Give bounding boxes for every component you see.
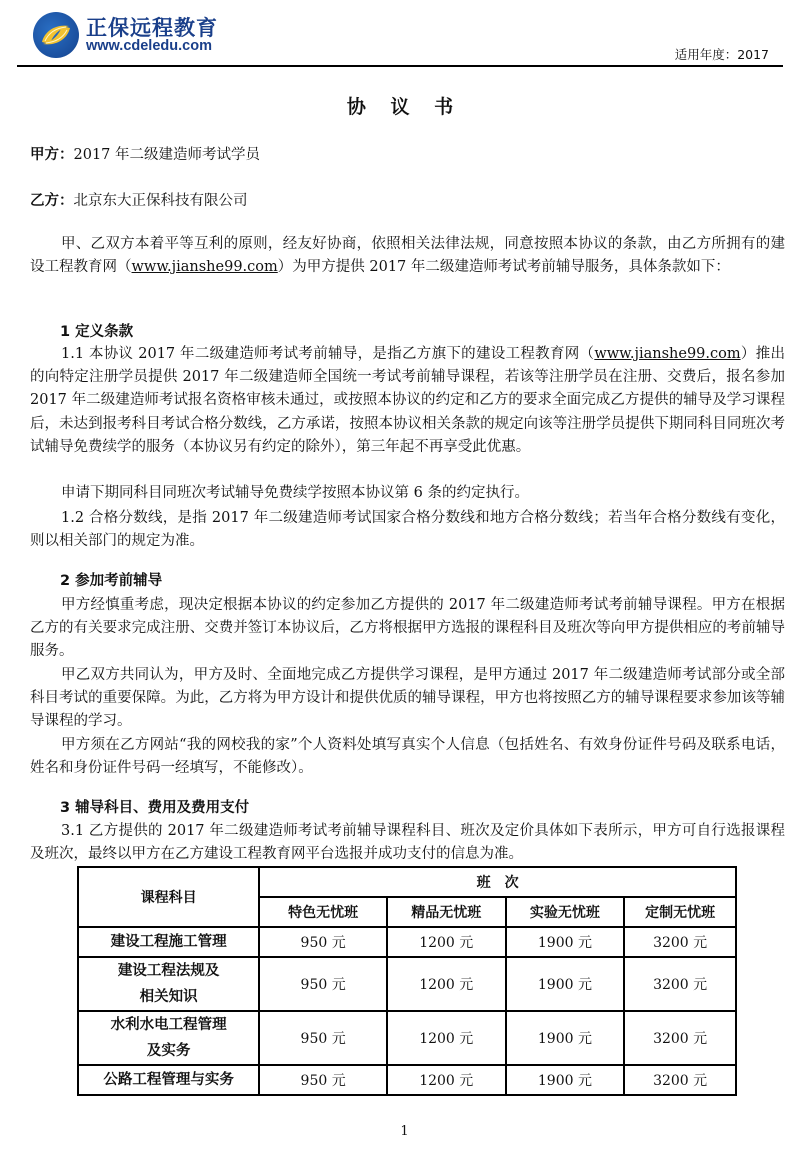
price-table (77, 866, 737, 1096)
section-3-1-paragraph: 3.1 乙方提供的 2017 年二级建造师考试考前辅导课程科目、班次及定价具体如下表所示，甲方可自行选报课程及班次，最终以甲方在乙方建设工程教育网平台选报并成功支付的信息为准。 (30, 823, 785, 863)
price-cell: 3200 元 (624, 1011, 736, 1065)
page-number: 1 (400, 1124, 409, 1139)
party-a (30, 143, 260, 164)
party-a-value: 2017 年二级建造师考试学员 (73, 147, 261, 163)
brand-name: 正保远程教育 (86, 16, 218, 40)
price-cell: 1900 元 (506, 927, 625, 957)
price-cell: 3200 元 (624, 927, 736, 957)
table-row (78, 1011, 736, 1065)
section-1-1-text-end: ）推出的向特定注册学员提供 2017 年二级建造师全国统一考试考前辅导课程，若该等注册学员在注册、交费后，报名参加 2017 年二级建造师考试报名资格审核未通过，或按照本协议的约定和乙方的要求全面完成乙方提供的辅导及学习课程后，未达到报考科目考试合格分数线，乙方承诺，按照本协议相关条款的规定向该等注册学员提供下期同科目同班次考试辅导免费续学的服务（本协议另有约定的除外），第三年起不再享受此优惠。 (30, 346, 785, 455)
table-row (78, 957, 736, 1011)
course-name-line: 公路工程管理与实务 (103, 1072, 234, 1088)
party-b-value: 北京东大正保科技有限公司 (73, 193, 248, 209)
price-cell: 950 元 (259, 1011, 387, 1065)
course-name (78, 927, 259, 957)
swirl-logo-icon (33, 12, 79, 58)
class-column-header: 实验无忧班 (506, 897, 625, 927)
price-cell: 950 元 (259, 1065, 387, 1095)
section-2-paragraph-3: 甲方须在乙方网站“我的网校我的家”个人资料处填写真实个人信息（包括姓名、有效身份证件号码及联系电话，姓名和身份证件号码一经填写，不能修改）。 (30, 737, 785, 777)
header-divider (17, 65, 783, 67)
party-a-label: 甲方： (30, 147, 74, 163)
price-cell: 1200 元 (387, 927, 506, 957)
party-b-label: 乙方： (30, 193, 74, 209)
intro-paragraph (30, 233, 785, 279)
section-1-heading: 1 定义条款 (60, 324, 134, 340)
section-1-2-paragraph: 1.2 合格分数线，是指 2017 年二级建造师考试国家合格分数线和地方合格分数线；若当年合格分数线有变化，则以相关部门的规定为准。 (30, 510, 785, 550)
site-link[interactable]: www.jianshe99.com (131, 259, 278, 276)
document-title: 协 议 书 (346, 96, 463, 118)
course-name-line: 相关知识 (139, 989, 198, 1005)
class-header: 班 次 (259, 867, 736, 897)
course-name-line: 建设工程施工管理 (110, 934, 227, 950)
section-2-paragraph-1: 甲方经慎重考虑，现决定根据本协议的约定参加乙方提供的 2017 年二级建造师考试考前辅导课程。甲方在根据乙方的有关要求完成注册、交费并签订本协议后，乙方将根据甲方选报的课程科目及班次等向甲方提供相应的考前辅导服务。 (30, 597, 785, 660)
course-name (78, 1011, 259, 1065)
table-row (78, 927, 736, 957)
course-name-line: 建设工程法规及 (117, 963, 220, 979)
section-2-heading: 2 参加考前辅导 (60, 573, 163, 589)
applicable-year: 适用年度：2017 (674, 47, 769, 62)
course-header: 课程科目 (78, 867, 259, 927)
price-cell: 1900 元 (506, 1065, 625, 1095)
price-cell: 3200 元 (624, 1065, 736, 1095)
table-header-row (78, 867, 736, 897)
site-link-2[interactable]: www.jianshe99.com (594, 346, 741, 362)
course-name (78, 1065, 259, 1095)
price-cell: 1200 元 (387, 1011, 506, 1065)
section-1-1-text: 1.1 本协议 2017 年二级建造师考试考前辅导，是指乙方旗下的建设工程教育网（ (61, 346, 595, 362)
party-b (30, 189, 248, 210)
brand-url: www.cdeledu.com (86, 38, 212, 54)
price-cell: 950 元 (259, 957, 387, 1011)
class-column-header: 精品无忧班 (387, 897, 506, 927)
intro-text-end: ）为甲方提供 2017 年二级建造师考试考前辅导服务，具体条款如下： (277, 259, 730, 276)
class-column-header: 特色无忧班 (259, 897, 387, 927)
price-cell: 1200 元 (387, 1065, 506, 1095)
intro-text: 甲、乙双方本着平等互利的原则，经友好协商，依照相关法律法规，同意按照本协议的条款，由乙方所拥有的建设工程教育网（ (30, 236, 785, 276)
price-cell: 1900 元 (506, 957, 625, 1011)
section-1-renewal-paragraph: 申请下期同科目同班次考试辅导免费续学按照本协议第 6 条的约定执行。 (61, 485, 529, 501)
course-name-line: 水利水电工程管理 (110, 1017, 227, 1033)
table-row (78, 1065, 736, 1095)
price-cell: 1900 元 (506, 1011, 625, 1065)
section-2-paragraph-2: 甲乙双方共同认为，甲方及时、全面地完成乙方提供学习课程，是甲方通过 2017 年二级建造师考试部分或全部科目考试的重要保障。为此，乙方将为甲方设计和提供优质的辅导课程，甲方也将按照乙方的辅导课程要求参加该等辅导课程的学习。 (30, 667, 785, 730)
price-cell: 3200 元 (624, 957, 736, 1011)
course-name-line: 及实务 (146, 1043, 191, 1059)
class-column-header: 定制无忧班 (624, 897, 736, 927)
section-3-heading: 3 辅导科目、费用及费用支付 (60, 800, 250, 816)
section-1-1-paragraph (30, 343, 785, 459)
price-cell: 1200 元 (387, 957, 506, 1011)
course-name (78, 957, 259, 1011)
price-cell: 950 元 (259, 927, 387, 957)
brand-logo-icon (33, 12, 79, 58)
